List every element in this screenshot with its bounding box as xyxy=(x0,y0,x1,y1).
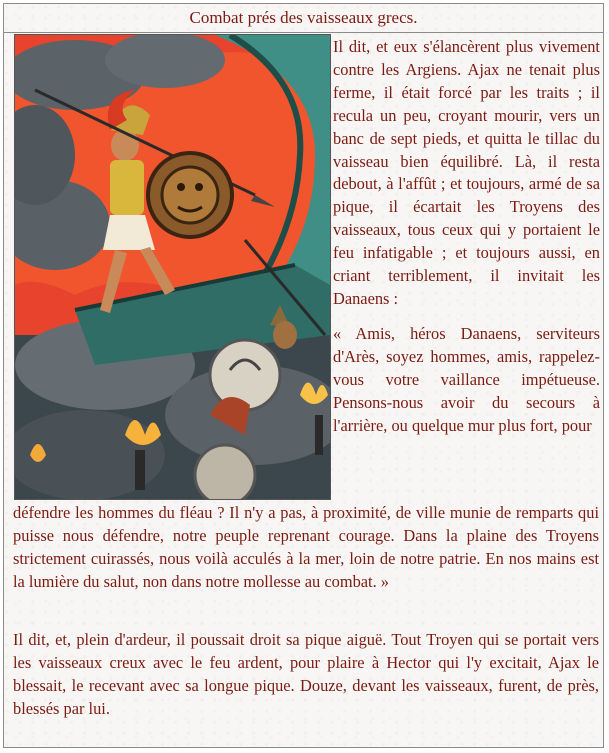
paragraph-1: Il dit, et eux s'élancèrent plus vivement contre les Argiens. Ajax ne tenait plus ferme, il était forcé par les traits ; il recula un peu, croyant mourir, vers un banc de sept pieds, et quitta le tillac du vaisseau bien équilibré. Là, il resta debout, à l'affût ; et toujours, armé de sa pique, il écartait les Troyens des vaisseaux, tous ceux qui y portaient le feu infatigable ; et toujours aussi, en criant terriblement, il invitait les Danaens : xyxy=(333,37,600,308)
ajax-defending-ships-illustration xyxy=(14,34,331,500)
paragraph-spacer xyxy=(333,311,600,323)
paragraph-2-continuation: défendre les hommes du fléau ? Il n'y a pas, à proximité, de ville munie de remparts qui puisse nous défendre, notre peuple reprenant courage. Dans la plaine des Troyens strictement cuirassés, nous voilà acculés à la mer, loin de notre patrie. En nos mains est la lumière du salut, non dans notre mollesse au combat. » xyxy=(13,503,599,591)
text-column-right xyxy=(333,36,600,437)
paragraph-3: Il dit, et, plein d'ardeur, il poussait droit sa pique aiguë. Tout Troyen qui se portait vers les vaisseaux creux avec le feu ardent, pour plaire à Hector qui l'y excitait, Ajax le blessait, le recevant avec sa longue pique. Douze, devant les vaisseaux, furent, de près, blessés par lui. xyxy=(13,630,599,718)
page-title: Combat prés des vaisseaux grecs. xyxy=(4,4,603,33)
page-frame xyxy=(3,3,604,748)
illustration-drawing xyxy=(15,35,330,499)
paragraph-2-start: « Amis, héros Danaens, serviteurs d'Arès, soyez hommes, amis, rappelez-vous votre vaillance impétueuse. Pensons-nous avoir du secours à l'arrière, ou quelque mur plus fort, pour xyxy=(333,323,600,435)
